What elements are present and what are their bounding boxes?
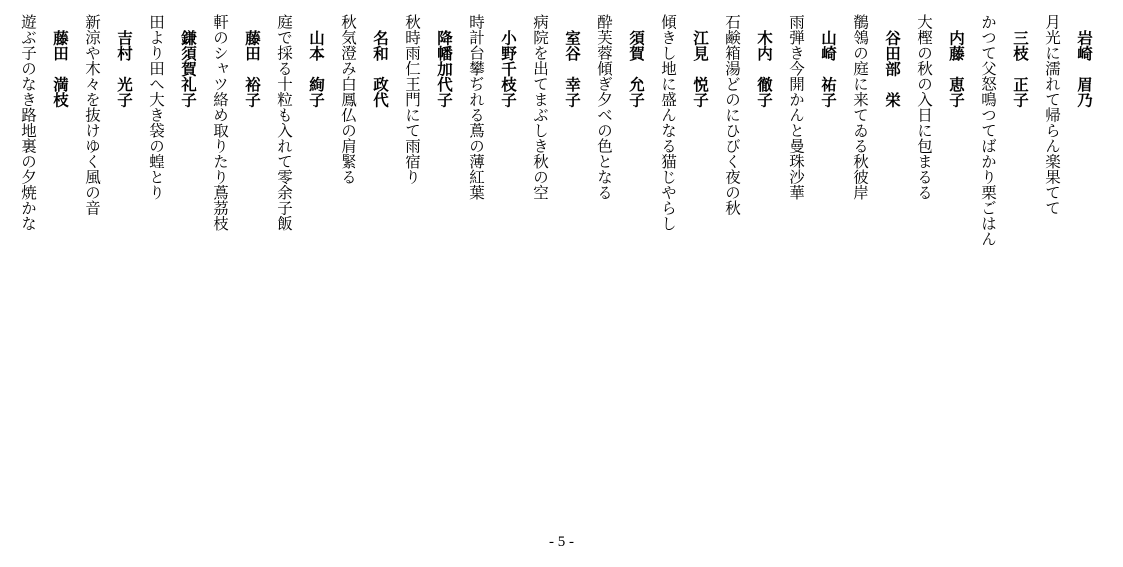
- haiku-poem: 秋時雨仁王門にて雨宿り: [403, 14, 421, 185]
- haiku-entry: [588, 14, 652, 304]
- haiku-poem: 軒のシャツ絡め取りたり蔦茘枝: [211, 14, 229, 231]
- haiku-author: 山本 絢子: [307, 30, 326, 108]
- haiku-entry: [12, 14, 76, 304]
- haiku-author: 室谷 幸子: [563, 30, 582, 108]
- haiku-entry: [396, 14, 460, 304]
- haiku-poem: 病院を出てまぶしき秋の空: [531, 14, 549, 200]
- haiku-entry: [76, 14, 140, 304]
- haiku-poem: 酔芙蓉傾ぎ夕べの色となる: [595, 14, 613, 200]
- haiku-entry: [332, 14, 396, 304]
- haiku-entry: [716, 14, 780, 304]
- haiku-entry: [524, 14, 588, 304]
- haiku-author: 藤田 満枝: [51, 30, 70, 108]
- haiku-author: 須賀 允子: [627, 30, 646, 108]
- haiku-poem: 鶺鴒の庭に来てゐる秋彼岸: [851, 14, 869, 200]
- haiku-author: 山崎 祐子: [819, 30, 838, 108]
- page-number: - 5 -: [549, 534, 574, 550]
- haiku-author: 三枝 正子: [1011, 30, 1030, 108]
- haiku-author: 木内 徹子: [755, 30, 774, 108]
- haiku-entry: [652, 14, 716, 304]
- haiku-author: 降幡加代子: [435, 30, 454, 108]
- haiku-poem: 傾きし地に盛んなる猫じやらし: [659, 14, 677, 231]
- haiku-author: 吉村 光子: [115, 30, 134, 108]
- haiku-column-area: [19, 14, 1100, 304]
- haiku-poem: 遊ぶ子のなき路地裏の夕焼かな: [19, 14, 37, 231]
- haiku-author: 内藤 恵子: [947, 30, 966, 108]
- haiku-poem: 大樫の秋の入日に包まるる: [915, 14, 933, 200]
- haiku-poem: 庭で採る十粒も入れて零余子飯: [275, 14, 293, 231]
- haiku-author: 藤田 裕子: [243, 30, 262, 108]
- haiku-entry: [780, 14, 844, 304]
- haiku-author: 谷田部 栄: [883, 30, 902, 108]
- haiku-poem: 時計台攀ぢれる蔦の薄紅葉: [467, 14, 485, 200]
- haiku-entry: [204, 14, 268, 304]
- haiku-entry: [908, 14, 972, 304]
- haiku-poem: 新涼や木々を抜けゆく風の音: [83, 14, 101, 216]
- haiku-entry: [972, 14, 1036, 304]
- haiku-poem: 秋気澄み白鳳仏の肩緊る: [339, 14, 357, 185]
- haiku-poem: 雨弾き今開かんと曼珠沙華: [787, 14, 805, 200]
- haiku-poem: かつて父怒鳴つてばかり栗ごはん: [979, 14, 997, 247]
- haiku-author: 岩崎 眉乃: [1075, 30, 1094, 108]
- haiku-entry: [844, 14, 908, 304]
- haiku-author: 名和 政代: [371, 30, 390, 108]
- haiku-entry: [1036, 14, 1100, 304]
- haiku-poem: 月光に濡れて帰らん楽果てて: [1043, 14, 1061, 216]
- haiku-entry: [460, 14, 524, 304]
- haiku-author: 江見 悦子: [691, 30, 710, 108]
- haiku-author: 小野千枝子: [499, 30, 518, 108]
- haiku-poem: 田より田へ大き袋の蝗とり: [147, 14, 165, 200]
- haiku-entry: [268, 14, 332, 304]
- haiku-entry: [140, 14, 204, 304]
- haiku-poem: 石鹸箱湯どのにひびく夜の秋: [723, 14, 741, 216]
- haiku-author: 鎌須賀礼子: [179, 30, 198, 108]
